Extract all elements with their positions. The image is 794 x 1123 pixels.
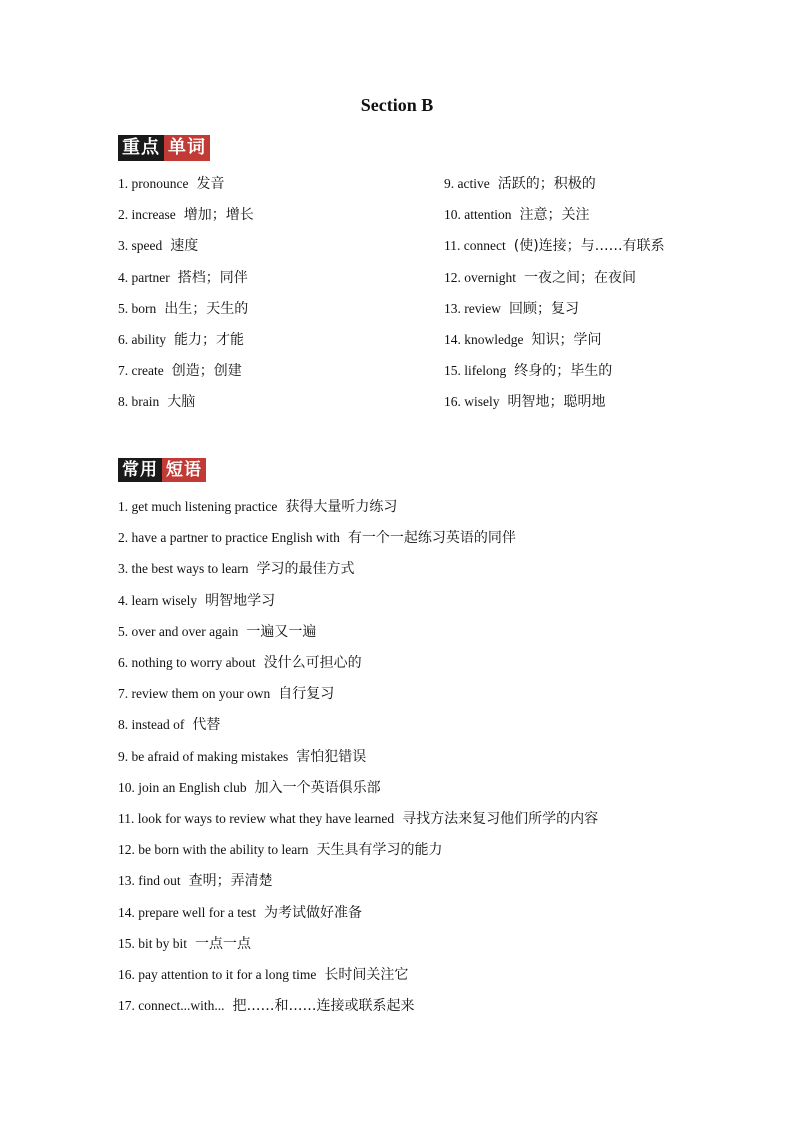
phrase-item-12 — [118, 840, 442, 861]
phrase-item-9 — [118, 747, 366, 768]
common-phrases-badge-part1: 常用 — [118, 458, 162, 482]
phrase-english: 17. connect...with... — [118, 998, 225, 1014]
phrase-english: 7. review them on your own — [118, 686, 271, 702]
phrase-item-11 — [118, 809, 598, 830]
common-phrases-badge — [118, 458, 206, 482]
word-item-4 — [444, 268, 636, 289]
word-item-2 — [444, 205, 590, 226]
word-chinese: 大脑 — [167, 394, 196, 411]
phrase-chinese: 明智地学习 — [205, 592, 276, 609]
phrase-english: 9. be afraid of making mistakes — [118, 748, 289, 764]
phrase-chinese: 天生具有学习的能力 — [316, 842, 443, 859]
phrase-english: 14. prepare well for a test — [118, 904, 256, 920]
word-english: 7. create — [118, 363, 164, 379]
phrase-item-7 — [118, 684, 334, 705]
word-item-1 — [444, 174, 596, 195]
word-chinese: 活跃的；积极的 — [497, 176, 596, 192]
phrase-english: 5. over and over again — [118, 623, 239, 639]
phrase-chinese: 一点一点 — [195, 935, 252, 952]
word-item-4 — [118, 268, 248, 289]
word-item-6 — [444, 330, 601, 351]
word-english: 2. increase — [118, 207, 176, 223]
phrase-chinese: 有一个一起练习英语的同伴 — [347, 530, 516, 547]
word-english: 12. overnight — [444, 269, 516, 285]
phrase-item-13 — [118, 871, 273, 892]
common-phrases-badge-part2: 短语 — [162, 458, 206, 482]
word-item-8 — [444, 392, 606, 413]
word-english: 10. attention — [444, 207, 512, 223]
phrase-english: 4. learn wisely — [118, 592, 198, 608]
word-chinese: 出生；天生的 — [164, 300, 249, 317]
phrase-item-10 — [118, 778, 381, 799]
word-chinese: 知识；学问 — [531, 332, 602, 348]
word-chinese: 终身的；毕生的 — [514, 363, 613, 380]
phrase-english: 6. nothing to worry about — [118, 655, 256, 670]
word-chinese: 能力；才能 — [174, 332, 244, 348]
phrase-chinese: 自行复习 — [278, 686, 335, 703]
phrase-english: 12. be born with the ability to learn — [118, 842, 309, 858]
word-english: 1. pronounce — [118, 176, 189, 191]
phrase-item-6 — [118, 653, 362, 674]
phrase-item-16 — [118, 965, 408, 986]
word-english: 5. born — [118, 300, 157, 316]
word-english: 13. review — [444, 300, 501, 316]
word-chinese: 发音 — [196, 176, 225, 192]
word-chinese: (使)连接；与……有联系 — [513, 238, 665, 255]
phrase-item-1 — [118, 497, 397, 518]
word-english: 16. wisely — [444, 394, 500, 410]
word-item-7 — [118, 361, 242, 382]
phrase-item-17 — [118, 996, 414, 1017]
phrase-chinese: 把……和……连接或联系起来 — [232, 998, 415, 1015]
phrase-english: 15. bit by bit — [118, 935, 188, 951]
phrase-english: 16. pay attention to it for a long time — [118, 967, 317, 982]
page-title: Section B — [360, 95, 434, 115]
word-english: 3. speed — [118, 238, 163, 254]
word-english: 11. connect — [444, 238, 506, 254]
phrase-chinese: 查明；弄清楚 — [188, 873, 273, 890]
phrase-chinese: 加入一个英语俱乐部 — [254, 779, 381, 796]
phrase-chinese: 代替 — [192, 717, 221, 734]
word-english: 6. ability — [118, 332, 166, 347]
word-chinese: 速度 — [170, 238, 199, 255]
phrase-item-14 — [118, 903, 362, 924]
word-english: 4. partner — [118, 269, 170, 285]
phrase-english: 2. have a partner to practice English with — [118, 530, 340, 546]
word-item-6 — [118, 330, 244, 351]
word-item-2 — [118, 205, 254, 226]
word-english: 15. lifelong — [444, 363, 507, 379]
phrase-item-3 — [118, 559, 354, 580]
phrase-chinese: 学习的最佳方式 — [256, 561, 355, 578]
word-chinese: 搭档；同伴 — [177, 269, 248, 286]
phrase-english: 10. join an English club — [118, 779, 247, 795]
word-item-5 — [118, 299, 248, 320]
word-chinese: 回顾；复习 — [508, 300, 579, 317]
phrase-item-15 — [118, 934, 251, 955]
word-item-3 — [118, 236, 198, 257]
phrase-chinese: 长时间关注它 — [324, 967, 409, 983]
word-item-7 — [444, 361, 612, 382]
phrase-item-8 — [118, 715, 220, 736]
phrase-english: 13. find out — [118, 873, 181, 889]
phrase-chinese: 为考试做好准备 — [263, 904, 362, 921]
phrase-item-4 — [118, 591, 275, 612]
phrase-english: 3. the best ways to learn — [118, 561, 249, 577]
word-item-5 — [444, 299, 579, 320]
word-item-1 — [118, 174, 224, 195]
phrase-chinese: 害怕犯错误 — [296, 748, 367, 765]
phrase-english: 11. look for ways to review what they have learned — [118, 811, 395, 826]
phrase-item-5 — [118, 622, 316, 643]
word-english: 14. knowledge — [444, 332, 524, 347]
phrase-english: 1. get much listening practice — [118, 499, 278, 514]
word-chinese: 明智地；聪明地 — [507, 394, 606, 411]
phrase-item-2 — [118, 528, 516, 549]
phrase-chinese: 寻找方法来复习他们所学的内容 — [402, 811, 599, 827]
word-english: 9. active — [444, 176, 490, 191]
phrase-chinese: 获得大量听力练习 — [285, 499, 398, 515]
key-words-badge-part1: 重点 — [118, 135, 164, 161]
phrase-chinese: 一遍又一遍 — [246, 623, 317, 640]
phrase-chinese: 没什么可担心的 — [263, 655, 362, 671]
word-chinese: 创造；创建 — [171, 363, 242, 380]
word-item-8 — [118, 392, 195, 413]
word-chinese: 一夜之间；在夜间 — [524, 269, 636, 286]
word-chinese: 增加；增长 — [183, 207, 254, 224]
word-chinese: 注意；关注 — [519, 207, 590, 224]
word-english: 8. brain — [118, 394, 160, 410]
key-words-badge-part2: 单词 — [164, 135, 210, 161]
phrase-english: 8. instead of — [118, 717, 185, 733]
word-item-3 — [444, 236, 665, 257]
key-words-badge — [118, 135, 210, 161]
